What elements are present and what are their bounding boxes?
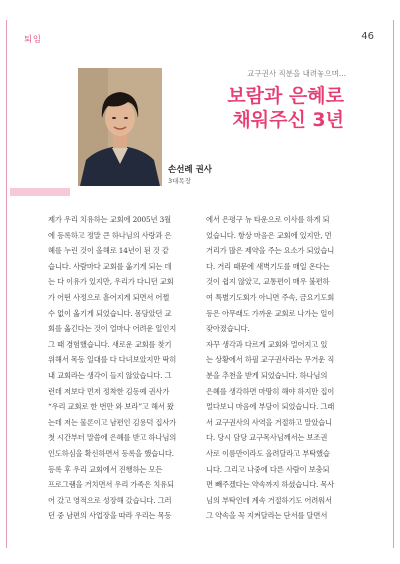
body-text-line: 등은 아무래도 가까운 교회로 나가는 일이 (206, 308, 335, 318)
body-text-line: 에 등록하고 정말 큰 하나님의 사랑과 은 (48, 230, 172, 240)
article-title (176, 84, 344, 132)
body-text-line: 인도하심을 확신하면서 등록을 했습니다. (48, 448, 174, 458)
article-title-line: 채워주신 3년 (232, 109, 344, 131)
body-text-line: 위해서 목동 일대를 다 다녀보았지만 딱히 (48, 355, 177, 365)
body-text-line: 프로그램을 거치면서 우리 가족은 치유되 (48, 480, 174, 490)
body-text-line: 습니다. 사람마다 교회를 옮기게 되는 데 (48, 261, 172, 271)
author-group: 3대목장 (168, 177, 191, 185)
section-label: 퇴임 (24, 35, 42, 45)
body-text-line: 가 어떤 사정으로 흩어지게 되면서 어쩔 (48, 292, 170, 302)
body-text-line: 다. 거리 때문에 새벽기도를 매일 온다는 (206, 261, 330, 271)
body-text-line: 제가 우리 치유하는 교회에 2005년 3월 (48, 215, 171, 224)
body-text-line: 어 갔고 영적으로 성장해 갔습니다. 그러 (48, 495, 172, 505)
body-text-line: 거리가 많은 제약을 주는 요소가 되었습니 (206, 246, 335, 256)
page-number: 46 (361, 31, 374, 42)
body-text-line: 사로 이름만이라도 올려달라고 부탁했습 (206, 448, 330, 458)
body-text-line: 는데 저는 물론이고 남편인 김용덕 집사가 (48, 417, 177, 427)
author-name: 손선례 권사 (168, 165, 213, 175)
body-text-line: 멀다보니 마음에 부담이 되었습니다. 그래 (206, 402, 335, 412)
body-text-line: 혜를 누린 것이 올해로 14년이 된 것 같 (48, 246, 169, 256)
body-text-line: 던 중 남편의 사업장을 따라 우리는 목동 (48, 511, 172, 521)
body-text-line: 그 때 경험했습니다. 새로운 교회를 찾기 (48, 339, 172, 349)
body-text-line: 회를 옮긴다는 것이 얼마나 어려운 일인지 (48, 324, 177, 334)
body-text-line: 님의 부탁인데 계속 거절하기도 어려워서 (206, 495, 332, 505)
body-column-right (206, 212, 351, 524)
body-text-line: 었습니다. 항상 마음은 교회에 있지만, 먼 (206, 230, 332, 240)
body-text-line: 다. 당시 담당 교구목사님께서는 보조권 (206, 433, 328, 443)
body-text-line: 는 다 이유가 있지만, 우리가 다니던 교회 (48, 277, 174, 287)
body-text-line: 분을 추천을 받게 되었습니다. 하나님의 (206, 370, 328, 380)
body-text-line: 면 빼주겠다는 약속까지 하셨습니다. 목사 (206, 480, 335, 490)
body-text-line: 에서 은평구 뉴 타운으로 이사를 하게 되 (206, 215, 330, 224)
body-text-line: 그 약속을 꼭 지켜달라는 단서를 달면서 (206, 511, 328, 521)
body-text-line: 것이 쉽지 않았고, 교통편이 매우 불편하 (206, 277, 330, 287)
body-text-line: 서 교구권사의 사역을 거절하고 말았습니 (206, 417, 332, 427)
article-title-line: 보람과 은혜로 (227, 85, 344, 107)
article-subtitle: 교구권사 직분을 내려놓으며... (247, 69, 346, 78)
body-text-line: 첫 시간부터 말씀에 은혜를 받고 하나님의 (48, 433, 177, 443)
body-text-line: 등록 후 우리 교회에서 진행하는 모든 (48, 464, 163, 474)
body-text-line: 여 특별기도회가 아니면 주속, 금요기도회 (206, 292, 335, 302)
body-text-line: 잦아졌습니다. (206, 324, 250, 334)
body-text-line: 은혜를 생각하면 마땅히 해야 하지만 집이 (206, 386, 335, 396)
author-photo (78, 68, 162, 186)
body-text-line: 는 상황에서 하필 교구권사라는 무거운 직 (206, 355, 335, 365)
body-column-left (48, 212, 193, 524)
portrait-image (78, 68, 162, 186)
body-text-line: 내 교회라는 생각이 들지 않았습니다. 그 (48, 370, 172, 380)
body-text-line: 자꾸 생각과 다르게 교회와 멀어지고 있 (206, 339, 328, 349)
body-text-line: 수 없이 옮기게 되었습니다. 몸담았던 교 (48, 308, 172, 318)
decorative-pink-block (10, 188, 70, 196)
body-text-line: “우리 교회로 한 번만 와 보라”고 해서 왔 (48, 402, 174, 412)
body-text-line: 니다. 그리고 나중에 다른 사람이 보충되 (206, 464, 330, 474)
body-text-line: 런데 저보다 먼저 정착한 김동예 권사가 (48, 386, 170, 396)
